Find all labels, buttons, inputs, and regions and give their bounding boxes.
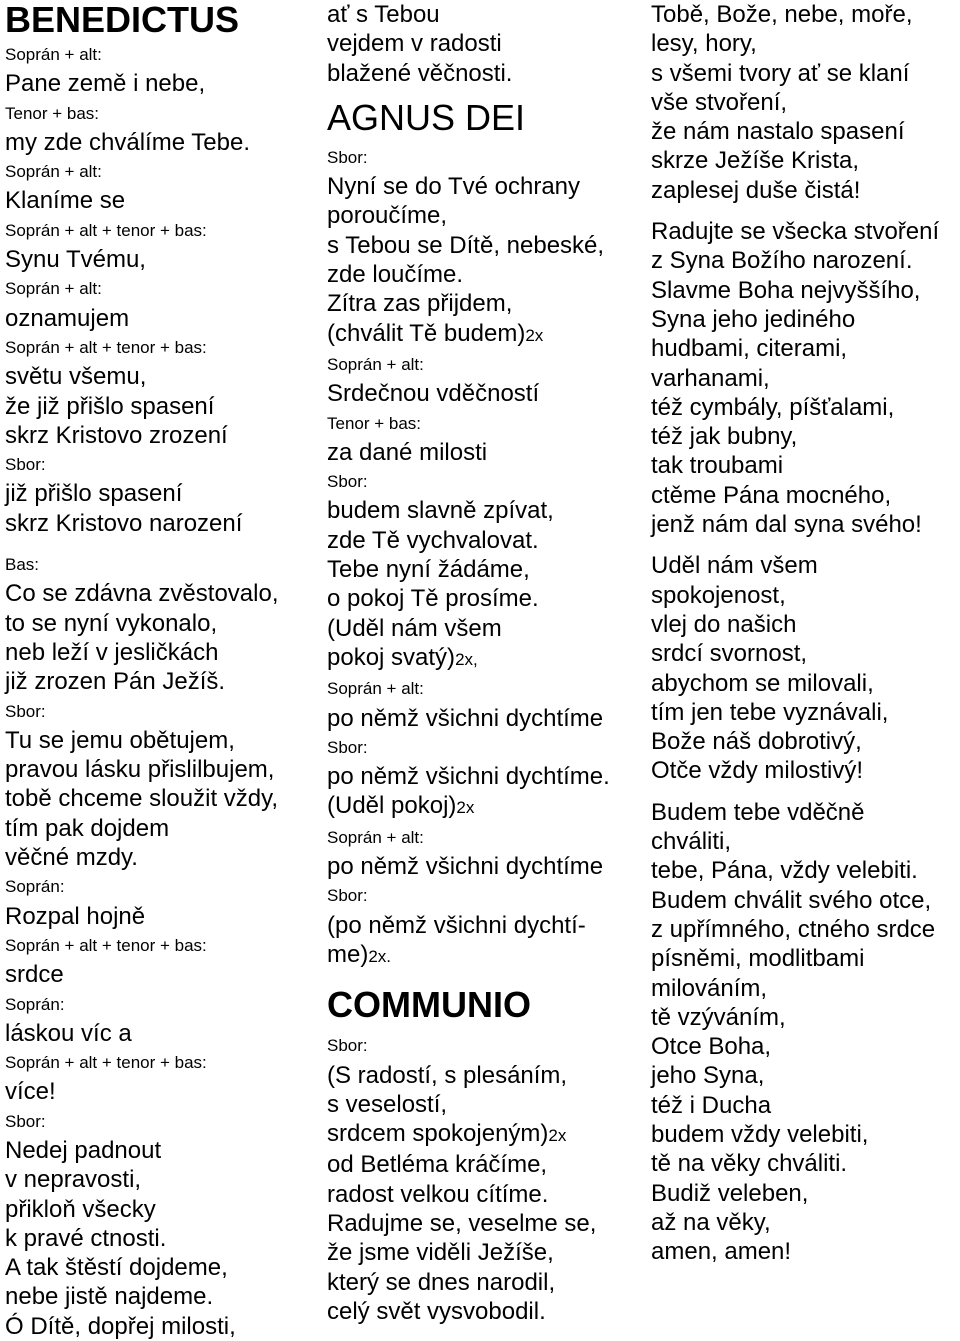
- lyric-line: budem vždy velebiti,: [651, 1120, 869, 1148]
- lyric-line: [327, 643, 637, 674]
- lyric-line: tak troubami: [651, 452, 784, 480]
- lyric-line: skrz Kristovo zrození: [5, 421, 228, 449]
- voice-label: Sbor:: [327, 1036, 368, 1056]
- column-2: [327, 0, 637, 1326]
- lyric-line: až na věky,: [651, 1208, 771, 1236]
- lyric-line: Bože náš dobrotivý,: [651, 728, 862, 756]
- lyric-line: amen, amen!: [651, 1238, 792, 1266]
- lyric-line: A tak štěstí dojdeme,: [5, 1254, 228, 1282]
- lyric-line: Budem tebe vděčně: [651, 798, 865, 826]
- lyric-line: s všemi tvory ať se klaní: [651, 59, 910, 87]
- lyric-line: jeho Syna,: [651, 1062, 765, 1090]
- lyric-line: od Betléma kráčíme,: [327, 1151, 548, 1179]
- lyric-line: přikloň všecky: [5, 1195, 156, 1223]
- lyric-text: srdcem spokojeným): [327, 1120, 549, 1148]
- lyric-line: varhanami,: [651, 364, 770, 392]
- lyric-line: srdce: [5, 961, 64, 989]
- lyric-line: z upřímného, ctného srdce: [651, 915, 936, 943]
- lyric-line: z Syna Božího narození.: [651, 247, 913, 275]
- lyric-line: Klaníme se: [5, 187, 126, 215]
- lyric-line: o pokoj Tě prosíme.: [327, 585, 539, 613]
- voice-label: Soprán + alt:: [327, 679, 424, 699]
- lyric-line: Otče vždy milostivý!: [651, 757, 864, 785]
- voice-label: Soprán + alt + tenor + bas:: [5, 337, 207, 357]
- lyric-line: oznamujem: [5, 304, 130, 332]
- lyric-line: ctěme Pána mocného,: [651, 481, 892, 509]
- lyric-line: tě vzýváním,: [651, 1003, 786, 1031]
- lyric-text: pokoj svatý): [327, 643, 456, 671]
- lyric-line: po němž všichni dychtíme: [327, 704, 604, 732]
- lyric-line: to se nyní vykonalo,: [5, 609, 218, 637]
- lyric-line: tobě chceme sloužit vždy,: [5, 785, 279, 813]
- lyric-line: Radujme se, veselme se,: [327, 1209, 597, 1237]
- voice-label: Sbor:: [327, 886, 368, 906]
- lyric-line: Uděl nám všem: [651, 552, 818, 580]
- lyric-line: s veselostí,: [327, 1090, 448, 1118]
- lyric-line: s Tebou se Dítě, nebeské,: [327, 231, 605, 259]
- lyric-line: který se dnes narodil,: [327, 1268, 556, 1296]
- lyric-line: vejdem v radosti: [327, 30, 502, 58]
- lyric-line: Syna jeho jediného: [651, 305, 856, 333]
- lyric-line: v nepravosti,: [5, 1166, 142, 1194]
- lyric-line: srdcí svornost,: [651, 640, 808, 668]
- lyric-text: (Uděl pokoj): [327, 792, 457, 820]
- lyric-line: vlej do našich: [651, 610, 797, 638]
- voice-label: Soprán + alt:: [5, 45, 102, 64]
- lyric-line: spokojenost,: [651, 581, 786, 609]
- lyric-line: za dané milosti: [327, 438, 488, 466]
- lyric-line: [327, 1119, 637, 1150]
- lyric-line: světu všemu,: [5, 363, 147, 391]
- lyric-text: me): [327, 940, 369, 968]
- voice-label: Bas:: [5, 555, 40, 575]
- voice-label: Soprán + alt:: [5, 162, 102, 182]
- voice-label: Soprán:: [5, 994, 65, 1014]
- lyric-line: po němž všichni dychtíme: [327, 853, 604, 881]
- lyric-line: Synu Tvému,: [5, 246, 146, 274]
- column-1: [5, 0, 315, 1341]
- lyric-line: Tebe nyní žádáme,: [327, 556, 530, 584]
- lyric-line: Pane země i nebe,: [5, 70, 206, 98]
- lyric-line: po němž všichni dychtíme.: [327, 763, 610, 791]
- title-communio: COMMUNIO: [327, 984, 531, 1026]
- lyric-line: Budem chválit svého otce,: [651, 886, 932, 914]
- lyric-line: zde loučíme.: [327, 261, 464, 289]
- lyric-line: tím jen tebe vyznávali,: [651, 698, 889, 726]
- lyric-line: více!: [5, 1078, 56, 1106]
- lyric-line: Slavme Boha nejvyššího,: [651, 276, 921, 304]
- title-agnus-dei: AGNUS DEI: [327, 96, 526, 138]
- lyric-line: Srdečnou vděčností: [327, 380, 540, 408]
- lyric-line: Otce Boha,: [651, 1033, 772, 1061]
- lyric-line: vše stvoření,: [651, 88, 788, 116]
- lyric-line: neb leží v jesličkách: [5, 638, 219, 666]
- lyric-line: jenž nám dal syna svého!: [651, 511, 922, 539]
- lyric-line: Tu se jemu obětujem,: [5, 726, 235, 754]
- lyric-line: celý svět vysvobodil.: [327, 1297, 546, 1325]
- voice-label: Tenor + bas:: [327, 413, 422, 433]
- lyric-line: Rozpal hojně: [5, 902, 146, 930]
- lyric-line: Budiž veleben,: [651, 1179, 809, 1207]
- lyric-line: Radujte se všecka stvoření: [651, 218, 940, 246]
- lyric-line: k pravé ctnosti.: [5, 1224, 167, 1252]
- lyric-line: Co se zdávna zvěstovalo,: [5, 580, 279, 608]
- lyric-line: lesy, hory,: [651, 30, 757, 58]
- lyric-line: že nám nastalo spasení: [651, 118, 905, 146]
- voice-label: Sbor:: [5, 455, 46, 475]
- title-benedictus: BENEDICTUS: [5, 0, 240, 40]
- repeat-mark: 2x: [548, 1126, 567, 1146]
- lyric-line: skrz Kristovo narození: [5, 509, 243, 537]
- lyric-line: láskou víc a: [5, 1019, 132, 1047]
- lyric-line: [327, 940, 637, 971]
- lyric-line: též jak bubny,: [651, 423, 798, 451]
- repeat-mark: 2x: [456, 798, 475, 818]
- lyric-line: zde Tě vychvalovat.: [327, 526, 539, 554]
- lyric-line: radost velkou cítíme.: [327, 1180, 549, 1208]
- lyric-line: my zde chválíme Tebe.: [5, 128, 251, 156]
- repeat-mark: 2x: [525, 325, 544, 345]
- lyric-line: též cymbály, píšťalami,: [651, 393, 895, 421]
- lyric-line: pravou lásku přislilbujem,: [5, 756, 275, 784]
- voice-label: Soprán:: [5, 877, 65, 897]
- lyric-line: nebe jistě najdeme.: [5, 1283, 214, 1311]
- lyric-line: tím pak dojdem: [5, 814, 170, 842]
- lyric-line: již přišlo spasení: [5, 480, 183, 508]
- lyric-line: věčné mzdy.: [5, 844, 138, 872]
- lyric-line: Tobě, Bože, nebe, moře,: [651, 1, 913, 28]
- lyric-line: [327, 319, 637, 350]
- lyric-line: Ó Dítě, dopřej milosti,: [5, 1312, 236, 1340]
- lyric-line: Nyní se do Tvé ochrany: [327, 173, 581, 201]
- voice-label: Sbor:: [5, 701, 46, 721]
- lyric-line: blažené věčnosti.: [327, 59, 513, 87]
- lyric-line: (S radostí, s plesáním,: [327, 1061, 568, 1089]
- repeat-mark: 2x,: [455, 649, 478, 669]
- lyric-line: milováním,: [651, 974, 768, 1002]
- lyric-line: chváliti,: [651, 828, 732, 856]
- lyric-line: abychom se milovali,: [651, 669, 874, 697]
- voice-label: Soprán + alt:: [327, 827, 424, 847]
- voice-label: Sbor:: [327, 737, 368, 757]
- lyric-line: tebe, Pána, vždy velebiti.: [651, 857, 918, 885]
- lyric-line: (po němž všichni dychtí-: [327, 911, 586, 939]
- lyric-line: že již přišlo spasení: [5, 392, 215, 420]
- lyric-line: skrze Ježíše Krista,: [651, 147, 860, 175]
- column-3: [651, 0, 960, 1266]
- voice-label: Soprán + alt:: [327, 354, 424, 374]
- lyric-line: též i Ducha: [651, 1091, 772, 1119]
- lyric-line: Zítra zas přijdem,: [327, 290, 513, 318]
- lyric-line: [327, 791, 637, 822]
- lyric-line: hudbami, citerami,: [651, 335, 848, 363]
- lyric-line: Nedej padnout: [5, 1136, 162, 1164]
- voice-label: Soprán + alt + tenor + bas:: [5, 220, 207, 240]
- lyric-line: zaplesej duše čistá!: [651, 176, 861, 204]
- voice-label: Sbor:: [327, 147, 368, 167]
- voice-label: Soprán + alt:: [5, 279, 102, 299]
- lyric-line: že jsme viděli Ježíše,: [327, 1239, 554, 1267]
- lyric-line: budem slavně zpívat,: [327, 497, 554, 525]
- lyric-text: (chválit Tě budem): [327, 319, 526, 347]
- voice-label: Soprán + alt + tenor + bas:: [5, 935, 207, 955]
- lyric-line: (Uděl nám všem: [327, 614, 502, 642]
- lyric-line: písněmi, modlitbami: [651, 945, 865, 973]
- voice-label: Sbor:: [5, 1111, 46, 1131]
- voice-label: Tenor + bas:: [5, 103, 100, 123]
- voice-label: Soprán + alt + tenor + bas:: [5, 1053, 207, 1073]
- voice-label: Sbor:: [327, 472, 368, 492]
- repeat-mark: 2x.: [368, 946, 392, 966]
- lyric-line: ať s Tebou: [327, 1, 440, 28]
- lyric-line: tě na věky chváliti.: [651, 1150, 848, 1178]
- lyric-line: již zrozen Pán Ježíš.: [5, 668, 226, 696]
- lyric-line: poroučíme,: [327, 202, 448, 230]
